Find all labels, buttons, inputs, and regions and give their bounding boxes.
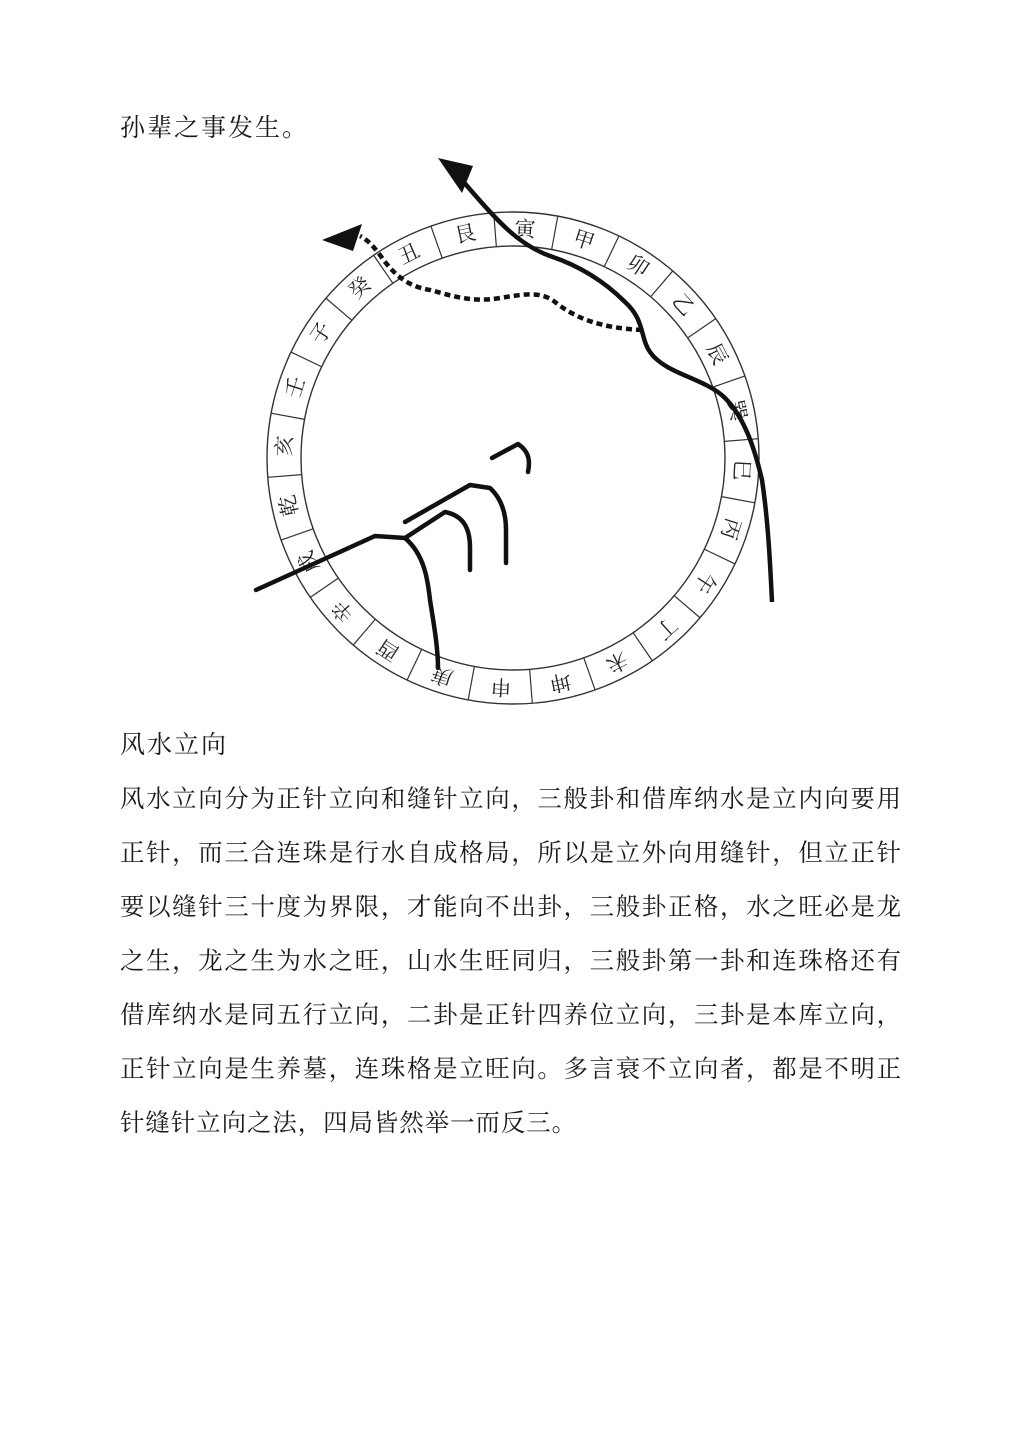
ring-label: 辰 [701,339,733,369]
ring-inner-circle [301,246,725,670]
ring-label: 辛 [326,595,359,628]
ring-divider [281,529,313,540]
ring-label: 乾 [275,492,303,519]
ring-divider [721,497,754,503]
mountain-lines [256,444,529,668]
ring-divider [724,439,758,442]
ring-label: 艮 [452,220,479,248]
ring-dividers [268,213,758,703]
intro-text: 孙辈之事发生。 [120,113,310,142]
ring-outer-circle [267,212,759,704]
ring-divider [468,666,474,699]
ring-divider [704,549,735,564]
ring-label: 丁 [650,612,683,645]
ring-divider [651,271,673,297]
ring-label: 未 [602,646,632,678]
ring-label: 卯 [622,250,654,282]
ring-divider [268,475,302,478]
ring-divider [584,658,595,690]
ring-label: 坤 [547,668,574,696]
ring-label: 丑 [394,238,424,270]
ring-divider [374,255,393,283]
ring-label: 壬 [280,373,310,401]
ring-label: 酉 [372,634,404,666]
ring-divider [431,226,442,258]
mountain-ridge-branch-2 [405,485,506,563]
ring-label: 癸 [343,271,376,304]
ring-divider [271,413,304,419]
ring-divider [552,216,558,249]
compass-diagram [0,150,1018,710]
ring-divider [674,596,700,618]
ring-divider [530,669,533,703]
ring-label: 庚 [428,661,456,691]
ring-divider [604,236,619,267]
ring-divider [713,376,745,387]
ring-label: 巽 [723,397,751,424]
ring-divider [407,649,422,680]
solid-water-path [462,180,772,602]
ring-label: 巳 [729,458,755,482]
ring-label: 子 [305,317,337,349]
ring-label: 申 [489,674,513,700]
compass-ring [267,212,759,704]
dotted-path-arrowhead [322,224,362,251]
ring-divider [310,578,338,597]
ring-divider [633,633,652,661]
ring-label: 寅 [513,216,537,242]
ring-divider [353,619,375,645]
section-heading: 风水立向 [120,730,229,759]
section-paragraph: 风水立向分为正针立向和缝针立向，三般卦和借库纳水是立内向要用正针，而三合连珠是行水自成格局，所以是立外向用缝针，但立正针要以缝针三十度为界限，才能向不出卦，三般卦正格，水之旺必是龙之生，龙之生为水之旺，山水生旺同归，三般卦第一卦和连珠格还有借库纳水是同五行立向，二卦是正针四养位立向，三卦是本库立向，正针立向是生养墓，连珠格是立旺向。多言衰不立向者，都是不明正针缝针立向之法，四局皆然举一而反三。 [120,784,902,1137]
ring-label: 甲 [570,225,598,255]
ring-label: 乙 [667,288,700,321]
ring-label: 亥 [271,434,297,458]
ring-divider [688,319,716,338]
ring-labels [272,217,754,699]
ring-label: 午 [689,567,721,599]
ring-label: 丙 [716,515,746,543]
ring-divider [326,298,352,320]
ring-label: 戌 [293,547,325,577]
mountain-ridge-top [492,444,529,472]
mountain-ridge-branch-1 [405,512,470,570]
ring-divider [291,352,322,367]
